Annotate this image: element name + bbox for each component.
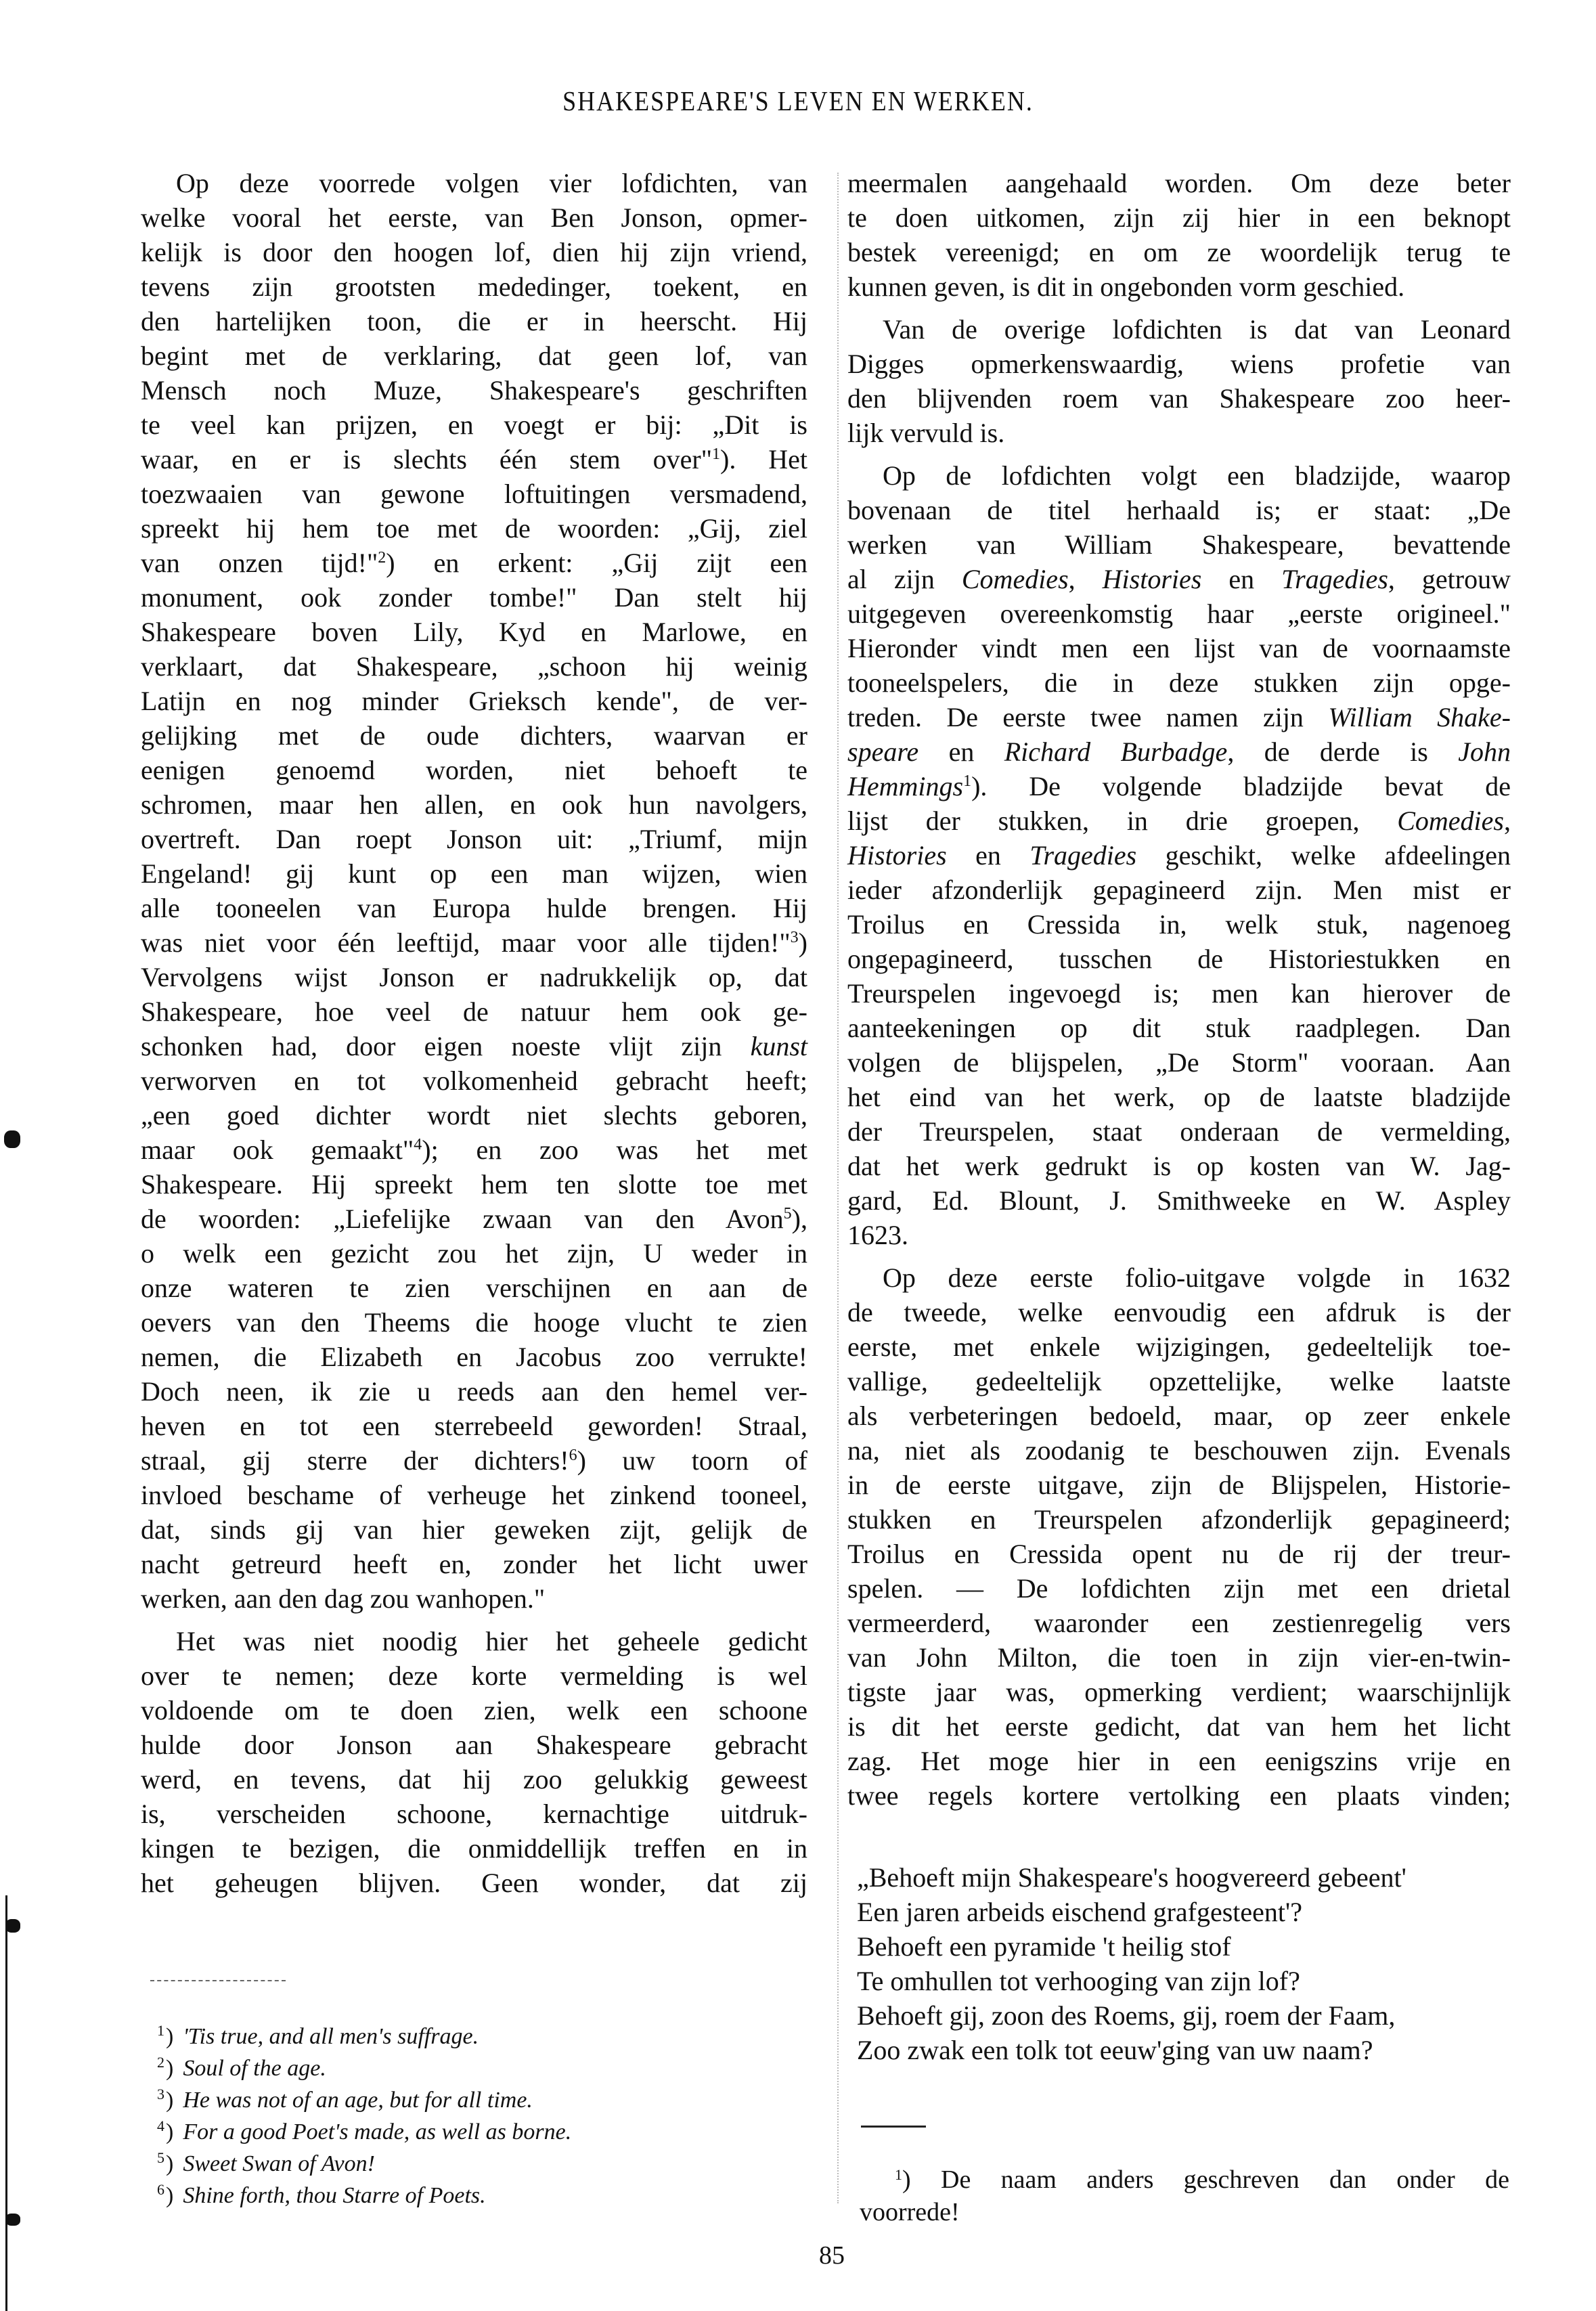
text-line: is dit het eerste gedicht, dat van hem het licht bbox=[847, 1711, 1511, 1742]
text-line: het geheugen blijven. Geen wonder, dat zij bbox=[141, 1868, 807, 1898]
text-line: voldoende om te doen zien, welk een schoone bbox=[141, 1695, 807, 1725]
paragraph-gap bbox=[847, 450, 1511, 458]
footnote-rule-left bbox=[150, 1980, 286, 1981]
text-line: der Treurspelen, staat onderaan de vermelding, bbox=[847, 1116, 1511, 1147]
running-title: SHAKESPEARE'S LEVEN EN WERKEN. bbox=[562, 85, 1034, 116]
footnote: $^1$) 'Tis true, and all men's suffrage. bbox=[157, 2022, 479, 2049]
text-line: over te nemen; deze korte vermelding is wel bbox=[141, 1660, 807, 1691]
text-line: als verbeteringen bedoeld, maar, op zeer enkele bbox=[847, 1401, 1511, 1431]
text-line: was niet voor één leeftijd, maar voor alle tijden!"$^3$) bbox=[141, 927, 807, 958]
footnote-text: He was not of an age, but for all time. bbox=[183, 2088, 533, 2113]
text-line: 1623. bbox=[847, 1220, 908, 1250]
text-line: van John Milton, die toen in zijn vier-en-twin- bbox=[847, 1642, 1511, 1673]
text-line: verworven en tot volkomenheid gebracht heeft; bbox=[141, 1065, 807, 1096]
text-line: Van de overige lofdichten is dat van Leonard bbox=[883, 314, 1511, 345]
text-line: Mensch noch Muze, Shakespeare's geschriften bbox=[141, 375, 807, 405]
footnote-text: Soul of the age. bbox=[183, 2056, 326, 2081]
text-line: alle tooneelen van Europa hulde brengen. Hij bbox=[141, 893, 807, 923]
text-line: oevers van den Theems die hooge vlucht te zien bbox=[141, 1307, 807, 1338]
text-line: welke vooral het eerste, van Ben Jonson, opmer- bbox=[141, 202, 807, 233]
text-line: te veel kan prijzen, en voegt er bij: „Dit is bbox=[141, 410, 807, 440]
text-line: werken, aan den dag zou wanhopen." bbox=[141, 1583, 546, 1614]
text-line: het eind van het werk, op de laatste bladzijde bbox=[847, 1082, 1511, 1112]
text-line: werken van William Shakespeare, bevattende bbox=[847, 529, 1511, 560]
text-line: Op deze eerste folio-uitgave volgde in 1632 bbox=[883, 1262, 1511, 1293]
text-line: zag. Het moge hier in een eenigszins vrije en bbox=[847, 1746, 1511, 1776]
text-line: onze wateren te zien verschijnen en aan de bbox=[141, 1273, 807, 1303]
paragraph bbox=[141, 1624, 807, 1900]
text-line: Shakespeare. Hij spreekt hem ten slotte toe met bbox=[141, 1169, 807, 1199]
footnote-text: For a good Poet's made, as well as borne. bbox=[183, 2119, 572, 2144]
text-line: Latijn en nog minder Grieksch kende", de ver- bbox=[141, 686, 807, 716]
text-line: Op de lofdichten volgt een bladzijde, waarop bbox=[883, 460, 1511, 491]
text-line: Troilus en Cressida opent nu de rij der treur- bbox=[847, 1539, 1511, 1569]
footnote: $^3$) He was not of an age, but for all time. bbox=[157, 2086, 533, 2113]
paragraph-gap bbox=[847, 1252, 1511, 1260]
text-line: maar ook gemaakt"$^4$); en zoo was het met bbox=[141, 1135, 808, 1165]
text-line: stukken en Treurspelen afzonderlijk gepagineerd; bbox=[847, 1504, 1511, 1535]
text-line: ieder afzonderlijk gepagineerd zijn. Men mist er bbox=[847, 875, 1511, 905]
footnote-text: Sweet Swan of Avon! bbox=[183, 2151, 375, 2176]
text-line: schonken had, door eigen noeste vlijt zijn kunst bbox=[141, 1031, 807, 1061]
text-line: overtreft. Dan roept Jonson uit: „Triumf, mijn bbox=[141, 824, 807, 854]
text-line: Histories en Tragedies geschikt, welke afdeelingen bbox=[847, 840, 1511, 871]
right-column bbox=[847, 166, 1511, 1813]
text-line: nemen, die Elizabeth en Jacobus zoo verrukte! bbox=[141, 1342, 807, 1372]
footnotes-right bbox=[860, 2163, 1509, 2228]
paragraph bbox=[847, 458, 1511, 1252]
paragraph bbox=[141, 166, 807, 1616]
text-line: twee regels kortere vertolking een plaats vinden; bbox=[847, 1780, 1511, 1811]
footnote: $^4$) For a good Poet's made, as well as borne. bbox=[157, 2117, 572, 2144]
paragraph bbox=[847, 1260, 1511, 1813]
column-divider bbox=[837, 173, 839, 2203]
footnote-number: 2 bbox=[157, 2054, 164, 2071]
page-number: 85 bbox=[819, 2241, 845, 2270]
text-line: gard, Ed. Blount, J. Smithweeke en W. Aspley bbox=[847, 1185, 1511, 1216]
text-line: de tweede, welke eenvoudig een afdruk is der bbox=[847, 1297, 1511, 1327]
footnote-number: 3 bbox=[157, 2086, 164, 2103]
text-line: lijk vervuld is. bbox=[847, 418, 1005, 448]
text-line: Vervolgens wijst Jonson er nadrukkelijk op, dat bbox=[141, 962, 807, 992]
text-line: ongepagineerd, tusschen de Historiestukken en bbox=[847, 944, 1511, 974]
text-line: te doen uitkomen, zijn zij hier in een beknopt bbox=[847, 202, 1511, 233]
text-line: lijst der stukken, in drie groepen, Comedies, bbox=[847, 806, 1511, 836]
footnote-number: 5 bbox=[157, 2149, 164, 2166]
footnote-number: 6 bbox=[157, 2181, 164, 2198]
text-line: al zijn Comedies, Histories en Tragedies, getrouw bbox=[847, 564, 1511, 594]
text-line: volgen de blijspelen, „De Storm" vooraan. Aan bbox=[847, 1047, 1511, 1078]
text-line: heven en tot een sterrebeeld geworden! Straal, bbox=[141, 1411, 807, 1441]
text-line: monument, ook zonder tombe!" Dan stelt hij bbox=[141, 582, 807, 613]
page-header bbox=[0, 87, 1596, 115]
text-line: nacht getreurd heeft en, zonder het licht uwer bbox=[141, 1549, 807, 1579]
scan-blot-artifact bbox=[4, 1130, 20, 1148]
scan-blot-artifact bbox=[5, 2214, 20, 2226]
text-line: Doch neen, ik zie u reeds aan den hemel ver- bbox=[141, 1376, 807, 1407]
text-line: werd, en tevens, dat hij zoo gelukkig geweest bbox=[141, 1764, 807, 1795]
text-line: „Behoeft mijn Shakespeare's hoogvereerd gebeent' bbox=[857, 1862, 1406, 1893]
text-line: $^1$) De naam anders geschreven dan onder de bbox=[895, 2165, 1509, 2194]
text-line: tooneelspelers, die in deze stukken zijn opge- bbox=[847, 667, 1511, 698]
text-line: toezwaaien van gewone loftuitingen versmadend, bbox=[141, 479, 807, 509]
paragraph bbox=[847, 312, 1511, 450]
text-line: den hartelijken toon, die er in heerscht. Hij bbox=[141, 306, 807, 336]
text-line: eerste, met enkele wijzigingen, gedeeltelijk toe- bbox=[847, 1331, 1511, 1362]
text-line: hulde door Jonson aan Shakespeare gebracht bbox=[141, 1730, 807, 1760]
text-line: spelen. — De lofdichten zijn met een drietal bbox=[847, 1573, 1511, 1604]
text-line: bestek vereenigd; en om ze woordelijk terug te bbox=[847, 237, 1511, 267]
scan-edge-artifact bbox=[5, 1895, 7, 2311]
text-line: waar, en er is slechts één stem over"$^1$). Het bbox=[141, 444, 807, 475]
text-line: Hemmings$^1$). De volgende bladzijde bevat de bbox=[847, 771, 1511, 801]
text-line: aanteekeningen op dit stuk raadplegen. Dan bbox=[847, 1013, 1511, 1043]
footnotes-left bbox=[157, 2021, 766, 2211]
text-line: Digges opmerkenswaardig, wiens profetie van bbox=[847, 349, 1511, 379]
footnote: $^2$) Soul of the age. bbox=[157, 2054, 326, 2081]
text-line: Behoeft een pyramide 't heilig stof bbox=[857, 1931, 1231, 1962]
text-line: eenigen genoemd worden, niet behoeft te bbox=[141, 755, 807, 785]
scan-blot-artifact bbox=[5, 1919, 20, 1933]
text-line: gelijking met de oude dichters, waarvan er bbox=[141, 720, 807, 751]
footnote-number: 1 bbox=[157, 2022, 164, 2039]
paragraph-gap bbox=[847, 304, 1511, 312]
text-line: schromen, maar hen allen, en ook hun navolgers, bbox=[141, 789, 807, 820]
text-line: na, niet als zoodanig te beschouwen zijn. Evenals bbox=[847, 1435, 1511, 1466]
text-line: voorrede! bbox=[860, 2198, 960, 2226]
text-line: Behoeft gij, zoon des Roems, gij, roem der Faam, bbox=[857, 2000, 1396, 2031]
text-line: straal, gij sterre der dichters!$^6$) uw toorn of bbox=[141, 1445, 807, 1476]
footnote-number: 4 bbox=[157, 2117, 164, 2134]
text-line: vallige, gedeeltelijk opzettelijke, welke laatste bbox=[847, 1366, 1511, 1396]
text-line: kunnen geven, is dit in ongebonden vorm geschied. bbox=[847, 271, 1405, 302]
text-line: Shakespeare, hoe veel de natuur hem ook ge- bbox=[141, 996, 807, 1027]
text-line: tigste jaar was, opmerking verdient; waarschijnlijk bbox=[847, 1677, 1511, 1707]
text-line: verklaart, dat Shakespeare, „schoon hij weinig bbox=[141, 651, 807, 682]
text-line: uitgegeven overeenkomstig haar „eerste origineel." bbox=[847, 598, 1511, 629]
text-line: begint met de verklaring, dat geen lof, van bbox=[141, 340, 807, 371]
text-line: Shakespeare boven Lily, Kyd en Marlowe, en bbox=[141, 617, 807, 647]
text-line: kingen te bezigen, die onmiddellijk treffen en in bbox=[141, 1833, 807, 1864]
paragraph-gap bbox=[141, 1616, 807, 1624]
left-column bbox=[141, 166, 807, 1900]
text-line: „een goed dichter wordt niet slechts geboren, bbox=[141, 1100, 807, 1130]
text-line: de woorden: „Liefelijke zwaan van den Avon$^5$), bbox=[141, 1204, 807, 1234]
text-line: dat, sinds gij van hier geweken zijt, gelijk de bbox=[141, 1514, 807, 1545]
text-line: spreekt hij hem toe met de woorden: „Gij, ziel bbox=[141, 513, 807, 544]
text-line: kelijk is door den hoogen lof, dien hij zijn vriend, bbox=[141, 237, 807, 267]
text-line: Engeland! gij kunt op een man wijzen, wien bbox=[141, 858, 807, 889]
milton-poem bbox=[857, 1860, 1520, 2067]
paragraph bbox=[847, 166, 1511, 304]
text-line: Een jaren arbeids eischend grafgesteent'? bbox=[857, 1897, 1302, 1927]
text-line: treden. De eerste twee namen zijn William Shake- bbox=[847, 702, 1511, 732]
text-line: o welk een gezicht zou het zijn, U weder in bbox=[141, 1238, 807, 1269]
text-line: Zoo zwak een tolk tot eeuw'ging van uw naam? bbox=[857, 2035, 1373, 2065]
footnote-rule-right bbox=[861, 2126, 926, 2128]
footnote-text: 'Tis true, and all men's suffrage. bbox=[183, 2024, 479, 2049]
text-line: Te omhullen tot verhooging van zijn lof? bbox=[857, 1966, 1300, 1996]
text-line: bovenaan de titel herhaald is; er staat: „De bbox=[847, 495, 1511, 525]
text-line: speare en Richard Burbadge, de derde is John bbox=[847, 736, 1511, 767]
text-line: in de eerste uitgave, zijn de Blijspelen, Historie- bbox=[847, 1470, 1511, 1500]
text-line: meermalen aangehaald worden. Om deze beter bbox=[847, 168, 1511, 198]
text-line: Treurspelen ingevoegd is; men kan hierover de bbox=[847, 978, 1511, 1009]
text-line: Troilus en Cressida in, welk stuk, nagenoeg bbox=[847, 909, 1511, 940]
text-line: Hieronder vindt men een lijst van de voornaamste bbox=[847, 633, 1511, 663]
text-line: van onzen tijd!"$^2$) en erkent: „Gij zijt een bbox=[141, 548, 807, 578]
text-line: tevens zijn grootsten mededinger, toekent, en bbox=[141, 271, 807, 302]
text-line: is, verscheiden schoone, kernachtige uitdruk- bbox=[141, 1799, 807, 1829]
footnote: $^5$) Sweet Swan of Avon! bbox=[157, 2149, 375, 2176]
text-line: vermeerderd, waaronder een zestienregelig vers bbox=[847, 1608, 1511, 1638]
text-line: Op deze voorrede volgen vier lofdichten, van bbox=[176, 168, 807, 198]
text-line: den blijvenden roem van Shakespeare zoo heer- bbox=[847, 383, 1511, 414]
text-line: invloed beschame of verheuge het zinkend tooneel, bbox=[141, 1480, 807, 1510]
text-line: dat het werk gedrukt is op kosten van W. Jag- bbox=[847, 1151, 1511, 1181]
footnote-text: Shine forth, thou Starre of Poets. bbox=[183, 2183, 486, 2208]
text-line: Het was niet noodig hier het geheele gedicht bbox=[176, 1626, 807, 1656]
footnote: $^6$) Shine forth, thou Starre of Poets. bbox=[157, 2181, 486, 2208]
